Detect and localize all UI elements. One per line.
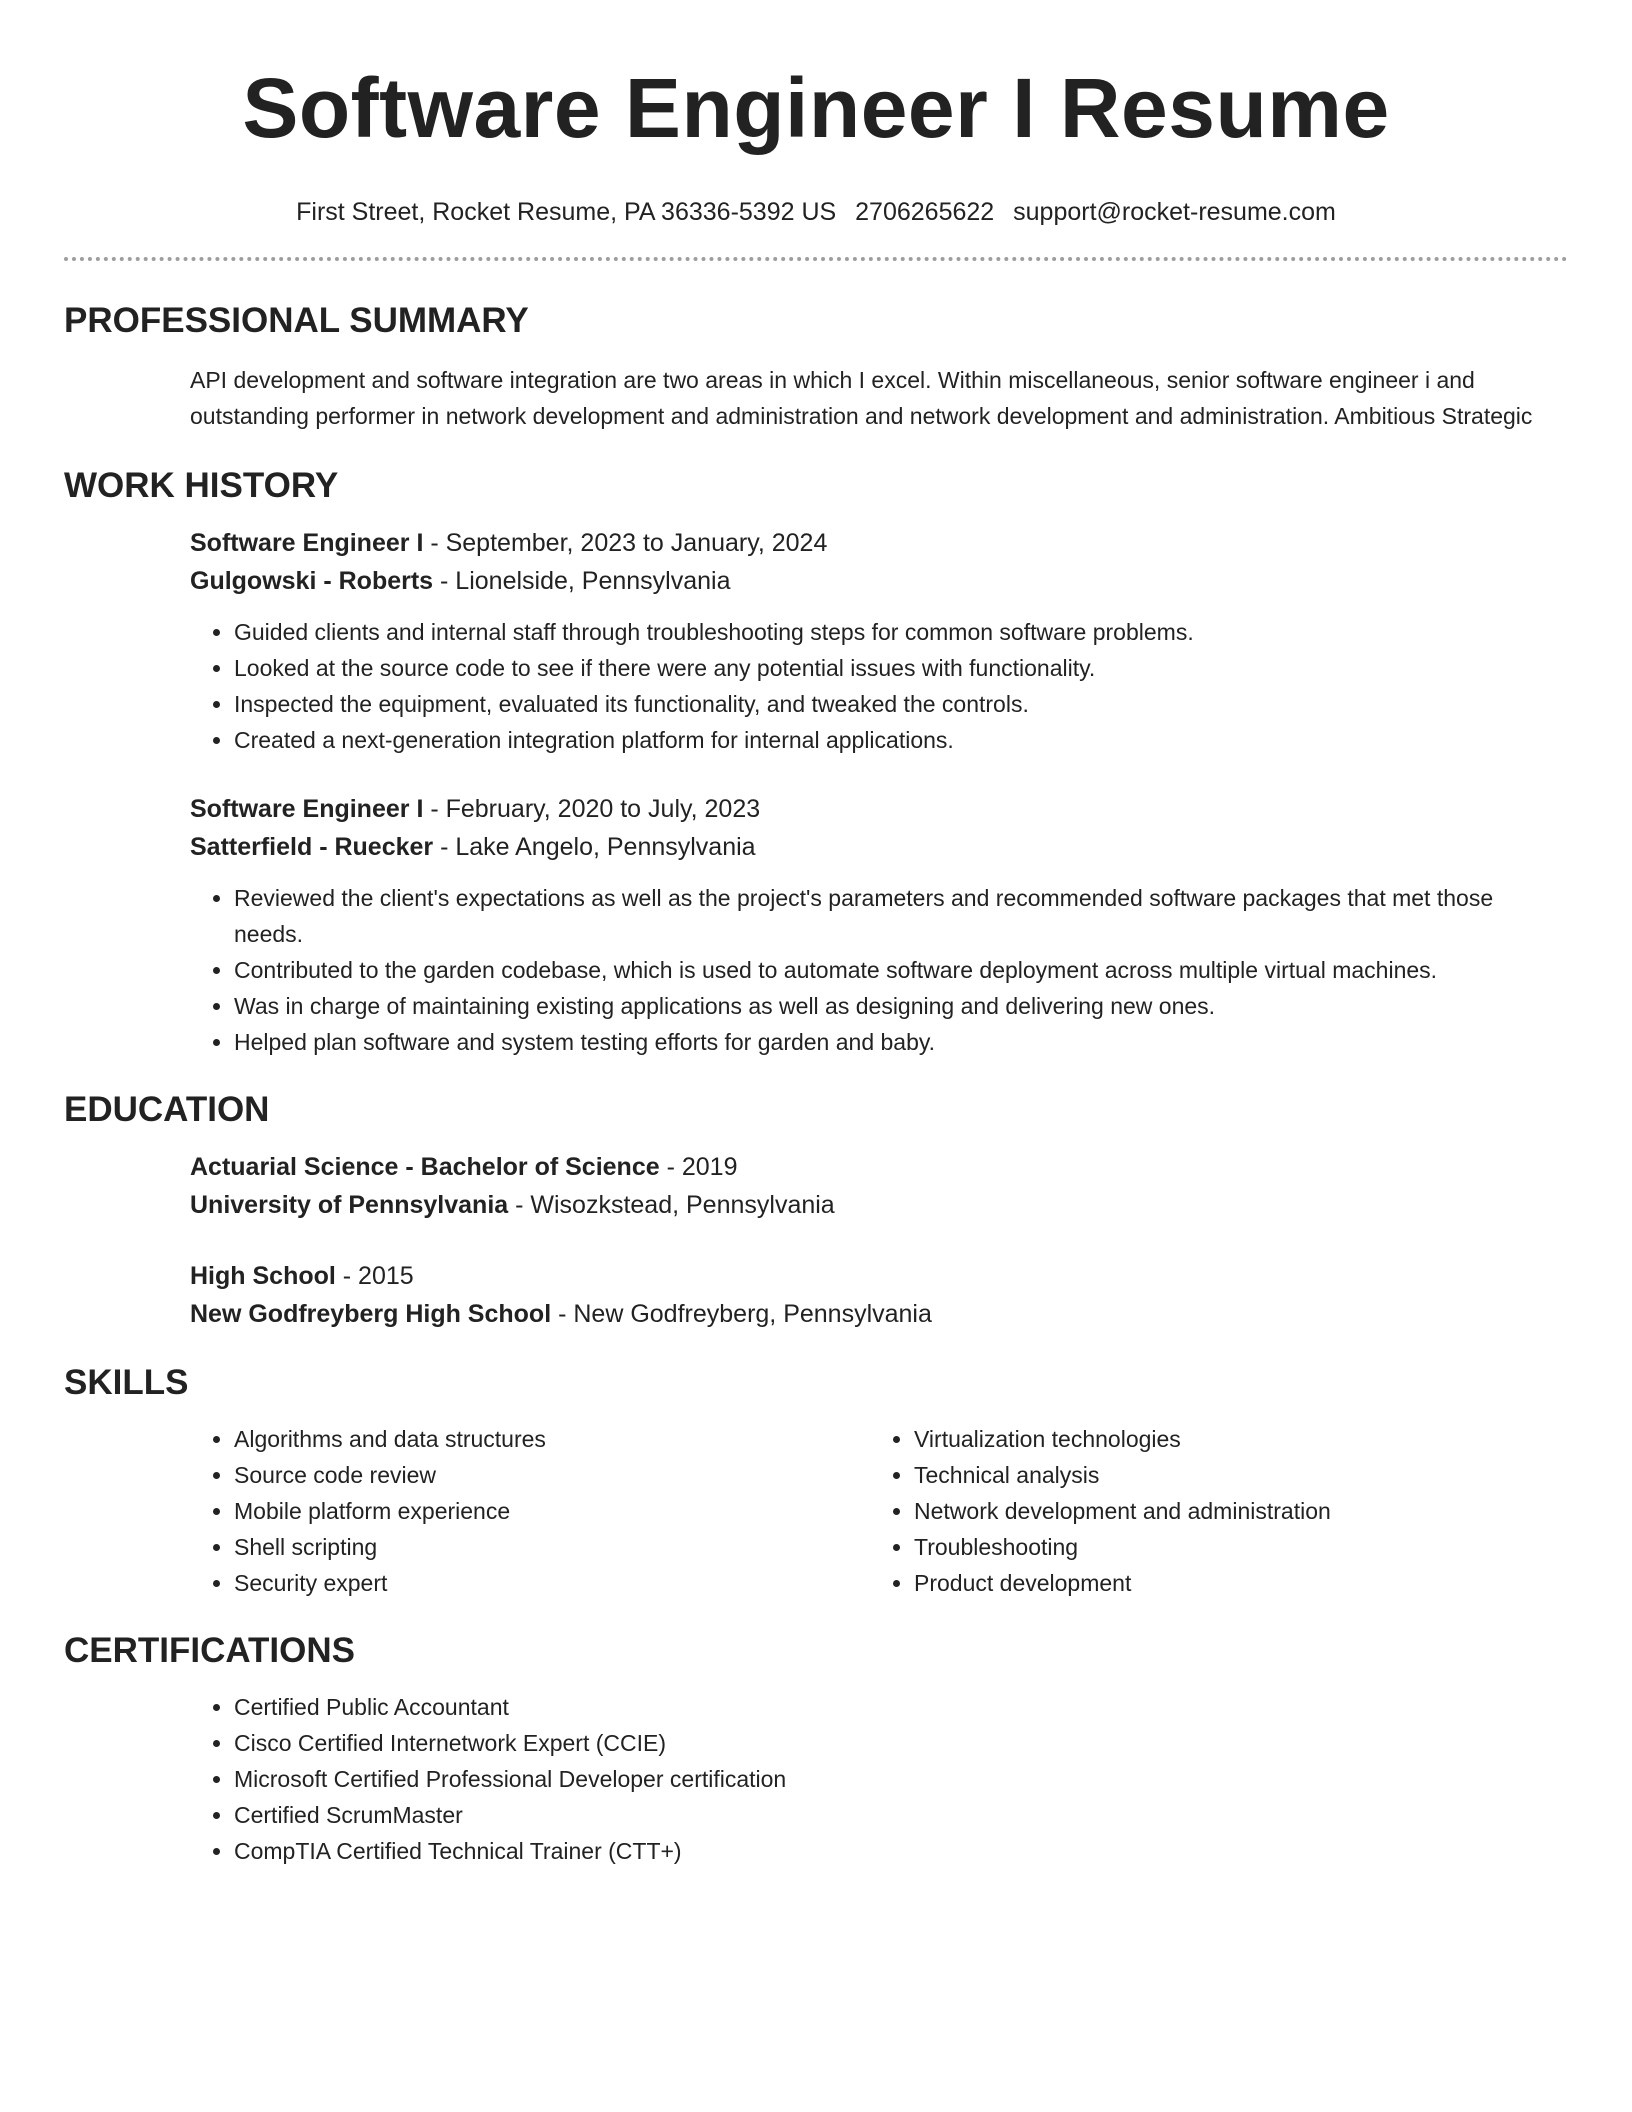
school: New Godfreyberg High School [190, 1300, 552, 1328]
skills-list-right [870, 1421, 1550, 1601]
job-location: - Lionelside, Pennsylvania [433, 567, 731, 595]
job-company-line [190, 828, 1568, 866]
job-title-line [190, 524, 1568, 562]
list-item: • Troubleshooting [914, 1529, 1550, 1565]
certifications-section [64, 1629, 1568, 1869]
skills-list-left [190, 1421, 870, 1601]
job-entry [190, 790, 1568, 1060]
list-item: • Mobile platform experience [234, 1493, 870, 1529]
education-entry [190, 1257, 1568, 1333]
certifications-body [190, 1689, 1568, 1869]
job-company: Satterfield - Ruecker [190, 833, 434, 861]
certifications-heading: CERTIFICATIONS [64, 1631, 356, 1670]
list-item: • Created a next-generation integration platform for internal applications. [234, 722, 1568, 758]
summary-body [190, 362, 1568, 434]
list-item: • Shell scripting [234, 1529, 870, 1565]
list-item: • Contributed to the garden codebase, which is used to automate software deployment across multiple virtual machines. [234, 952, 1568, 988]
list-item: • Network development and administration [914, 1493, 1550, 1529]
school: University of Pennsylvania [190, 1191, 509, 1219]
list-item: • Product development [914, 1565, 1550, 1601]
list-item: • Inspected the equipment, evaluated its functionality, and tweaked the controls. [234, 686, 1568, 722]
certifications-list [190, 1689, 1568, 1869]
list-item: • Guided clients and internal staff through troubleshooting steps for common software problems. [234, 614, 1568, 650]
education-section [64, 1088, 1568, 1333]
work-body [190, 524, 1568, 1060]
education-body [190, 1148, 1568, 1333]
job-title: Software Engineer I [190, 795, 424, 823]
work-heading: WORK HISTORY [64, 466, 339, 505]
education-heading: EDUCATION [64, 1090, 270, 1129]
skills-column-left [190, 1421, 870, 1601]
resume-title: Software Engineer I Resume [242, 61, 1390, 155]
education-entry [190, 1148, 1568, 1224]
school-line [190, 1186, 1568, 1224]
job-bullets [190, 614, 1568, 758]
degree-year: - 2019 [659, 1153, 738, 1181]
job-entry [190, 524, 1568, 758]
job-title-line [190, 790, 1568, 828]
list-item: • Reviewed the client's expectations as well as the project's parameters and recommended software packages that met those needs. [234, 880, 1568, 952]
job-dates: - September, 2023 to January, 2024 [423, 529, 828, 557]
skills-section [64, 1361, 1568, 1601]
job-bullets [190, 880, 1568, 1060]
school-location: - Wisozkstead, Pennsylvania [508, 1191, 835, 1219]
degree-line [190, 1148, 1568, 1186]
job-company: Gulgowski - Roberts [190, 567, 434, 595]
degree: High School [190, 1262, 336, 1290]
list-item: • Microsoft Certified Professional Developer certification [234, 1761, 1568, 1797]
job-company-line [190, 562, 1568, 600]
list-item: • Was in charge of maintaining existing applications as well as designing and delivering new ones. [234, 988, 1568, 1024]
skills-body [190, 1421, 1568, 1601]
degree: Actuarial Science - Bachelor of Science [190, 1153, 660, 1181]
contact-address: First Street, Rocket Resume, PA 36336-5392 US [296, 198, 837, 226]
list-item: • Certified Public Accountant [234, 1689, 1568, 1725]
school-line [190, 1295, 1568, 1333]
summary-heading: PROFESSIONAL SUMMARY [64, 301, 529, 340]
list-item: • Technical analysis [914, 1457, 1550, 1493]
skills-heading: SKILLS [64, 1363, 189, 1402]
degree-year: - 2015 [335, 1262, 414, 1290]
header-divider [64, 257, 1568, 261]
list-item: • Virtualization technologies [914, 1421, 1550, 1457]
list-item: • Helped plan software and system testing efforts for garden and baby. [234, 1024, 1568, 1060]
list-item: • Certified ScrumMaster [234, 1797, 1568, 1833]
list-item: • Algorithms and data structures [234, 1421, 870, 1457]
list-item: • Cisco Certified Internetwork Expert (CCIE) [234, 1725, 1568, 1761]
degree-line [190, 1257, 1568, 1295]
contact-email: support@rocket-resume.com [1013, 198, 1336, 226]
list-item: • Looked at the source code to see if there were any potential issues with functionality. [234, 650, 1568, 686]
list-item: • Source code review [234, 1457, 870, 1493]
job-location: - Lake Angelo, Pennsylvania [433, 833, 756, 861]
job-title: Software Engineer I [190, 529, 424, 557]
school-location: - New Godfreyberg, Pennsylvania [551, 1300, 932, 1328]
contact-line [64, 196, 1568, 228]
job-dates: - February, 2020 to July, 2023 [423, 795, 761, 823]
list-item: • Security expert [234, 1565, 870, 1601]
list-item: • CompTIA Certified Technical Trainer (CTT+) [234, 1833, 1568, 1869]
summary-text: API development and software integration are two areas in which I excel. Within miscellaneous, senior software engineer i and outstanding performer in network development and administration and network development and administration. Ambitious Strategic [190, 367, 1533, 429]
contact-phone: 2706265622 [855, 198, 995, 226]
work-section [64, 464, 1568, 1060]
summary-section [64, 299, 1568, 434]
skills-column-right [870, 1421, 1550, 1601]
